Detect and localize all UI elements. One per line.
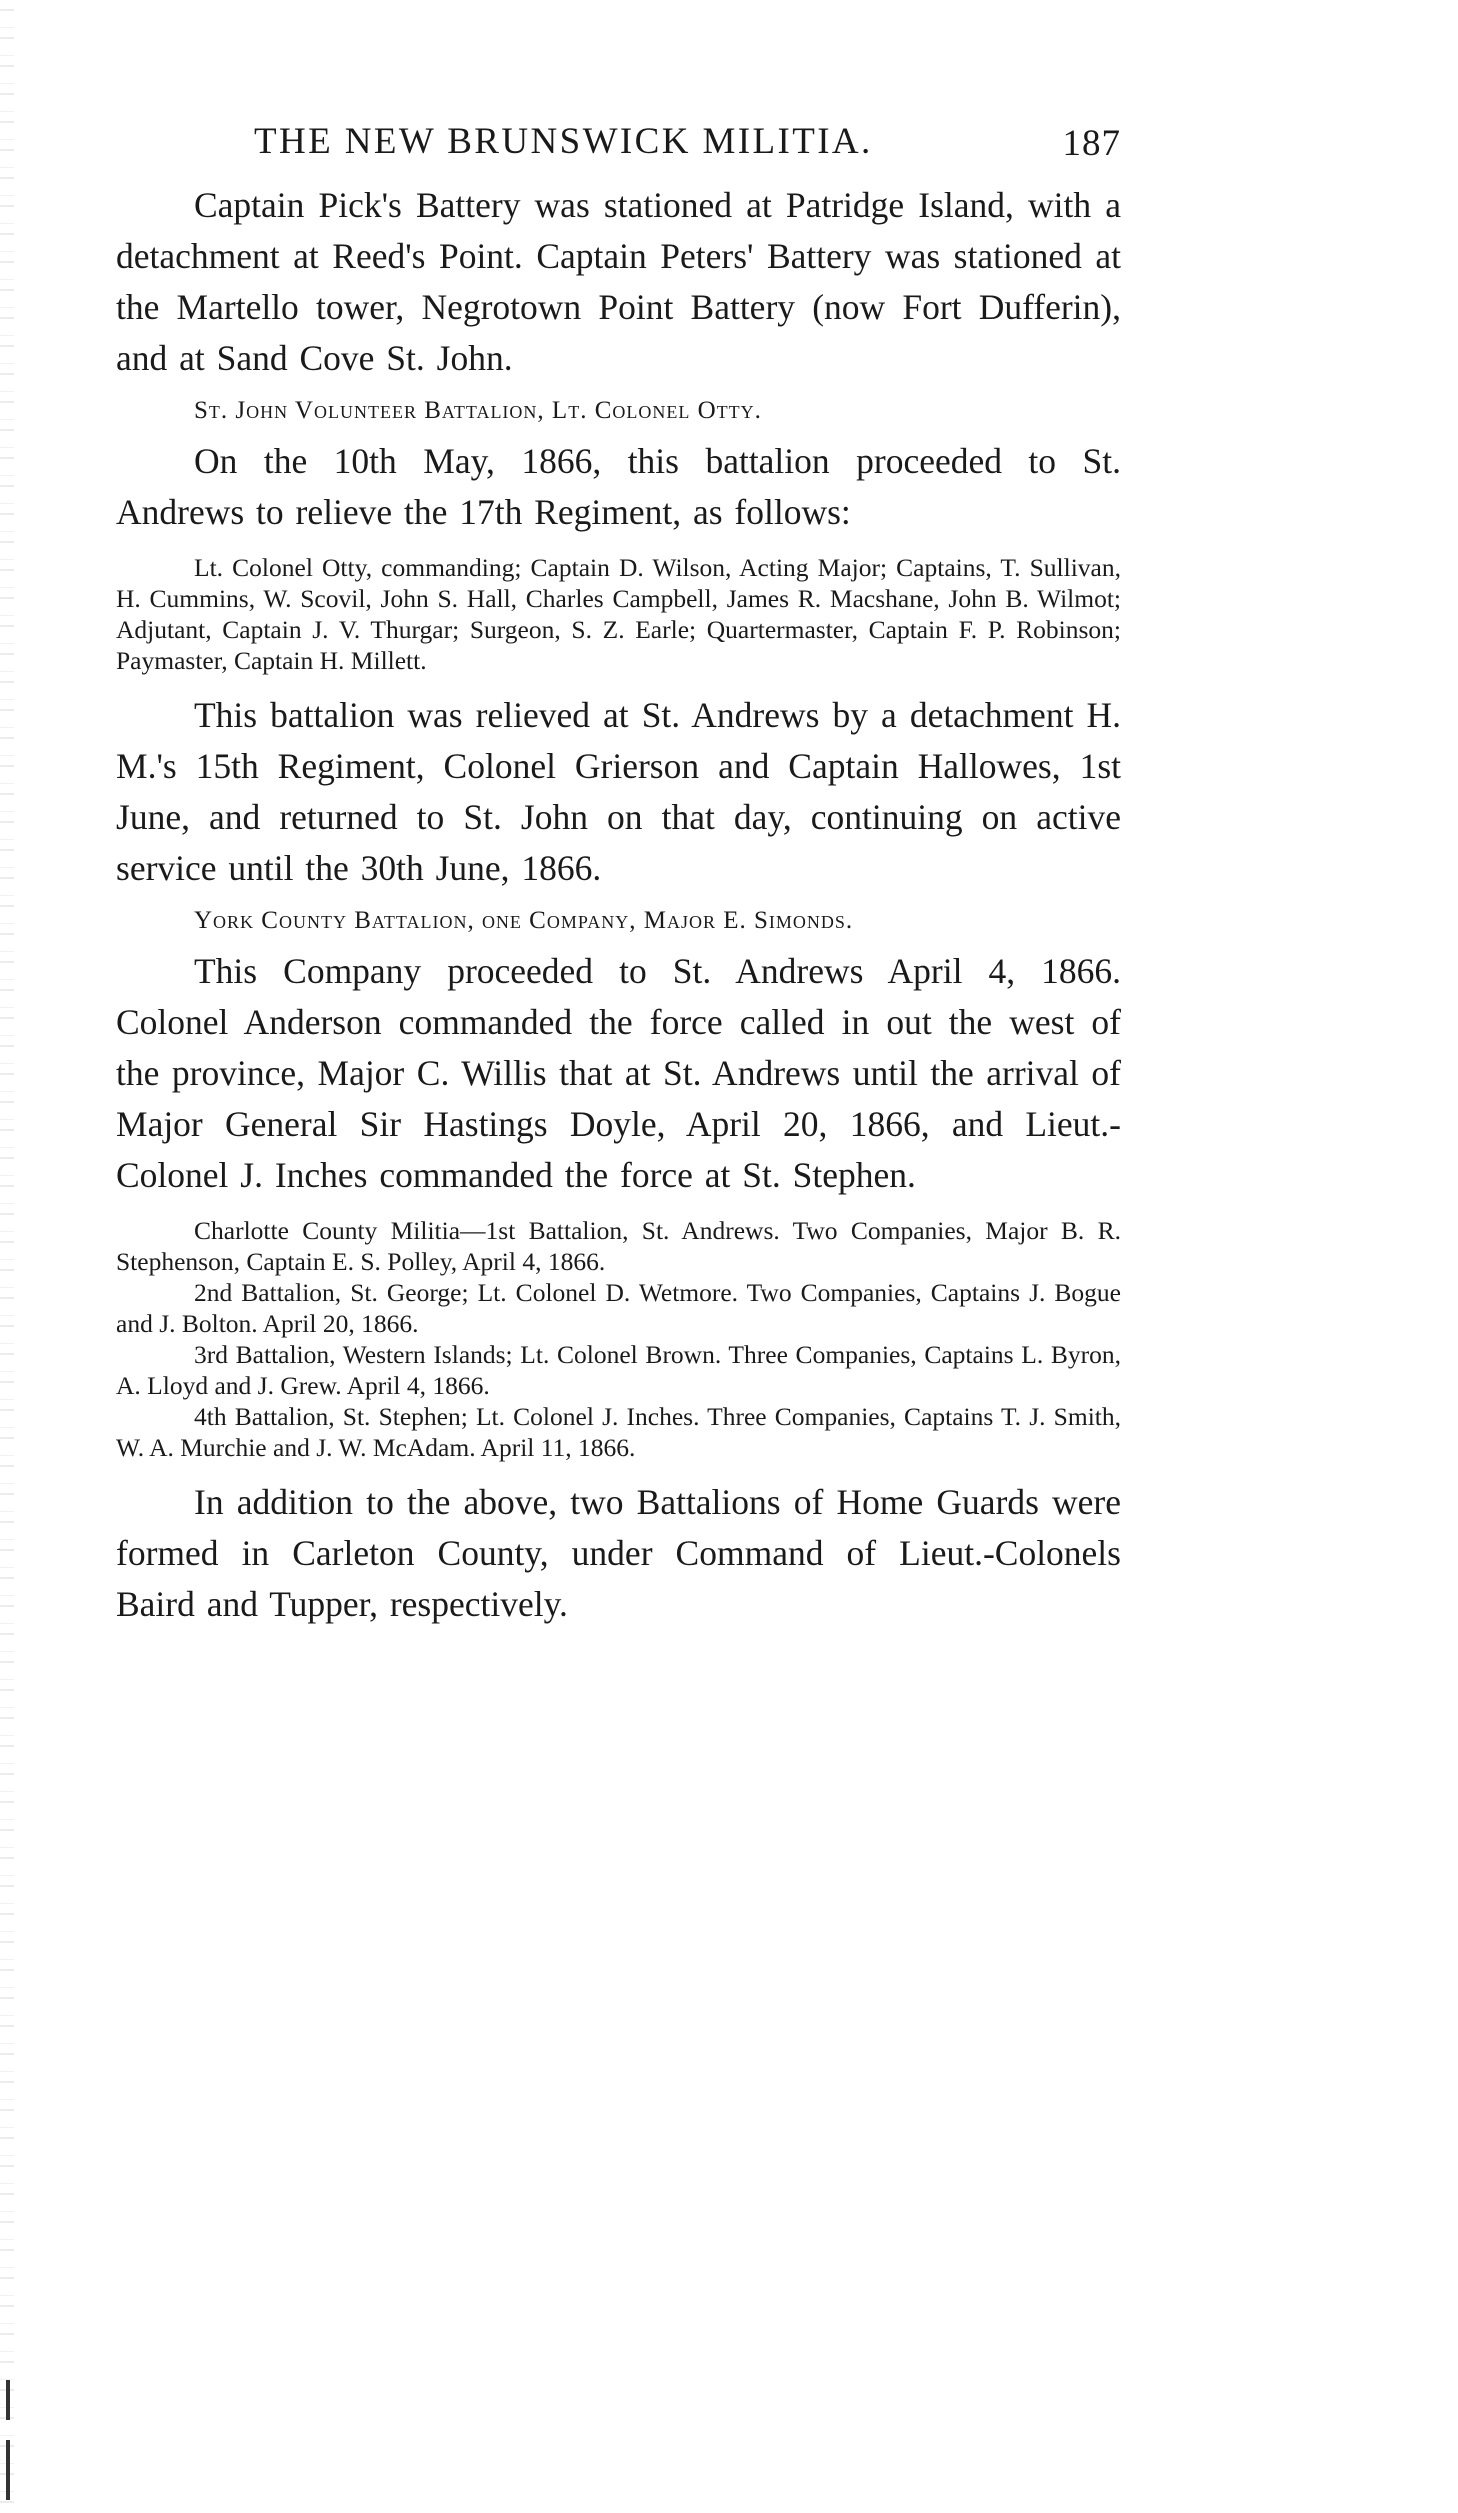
charlotte-3rd-battalion: 3rd Battalion, Western Islands; Lt. Colonel Brown. Three Companies, Captains L. Byron, A. Lloyd and J. Grew. April 4, 1866. — [116, 1340, 1121, 1400]
charlotte-2nd-battalion: 2nd Battalion, St. George; Lt. Colonel D. Wetmore. Two Companies, Captains J. Bogue and J. Bolton. April 20, 1866. — [116, 1278, 1121, 1338]
charlotte-county-list — [116, 1215, 1121, 1463]
officer-roster — [116, 552, 1121, 676]
page-edge — [0, 0, 14, 2513]
book-page — [116, 120, 1121, 1630]
section-heading-york: York County Battalion, one Company, Major E. Simonds. — [194, 907, 854, 934]
paragraph-relieved: This battalion was relieved at St. Andrews by a detachment H. M.'s 15th Regiment, Colonel Grierson and Captain Hallowes, 1st June, and returned to St. John on that day, continuing on active service until the 30th June, 1866. — [116, 695, 1121, 888]
binding-mark — [6, 2380, 10, 2420]
paragraph-batteries: Captain Pick's Battery was stationed at Patridge Island, with a detachment at Reed's Point. Captain Peters' Battery was stationed at the Martello tower, Negrotown Point Battery (now Fort Dufferin), and at Sand Cove St. John. — [116, 185, 1121, 378]
running-header — [116, 120, 1121, 180]
paragraph-home-guards: In addition to the above, two Battalions of Home Guards were formed in Carleton County, under Command of Lieut.-Colonels Baird and Tupper, respectively. — [116, 1482, 1121, 1624]
paragraph-battalion-march: On the 10th May, 1866, this battalion proceeded to St. Andrews to relieve the 17th Regiment, as follows: — [116, 441, 1121, 532]
page-number: 187 — [1062, 123, 1121, 164]
charlotte-4th-battalion: 4th Battalion, St. Stephen; Lt. Colonel J. Inches. Three Companies, Captains T. J. Smith, W. A. Murchie and J. W. McAdam. April 11, 1866. — [116, 1402, 1121, 1462]
binding-mark — [6, 2440, 10, 2500]
running-title: THE NEW BRUNSWICK MILITIA. — [254, 121, 873, 162]
section-heading-st-john: St. John Volunteer Battalion, Lt. Colonel Otty. — [194, 397, 762, 424]
paragraph-york-company: This Company proceeded to St. Andrews April 4, 1866. Colonel Anderson commanded the force called in out the west of the province, Major C. Willis that at St. Andrews until the arrival of Major General Sir Hastings Doyle, April 20, 1866, and Lieut.-Colonel J. Inches commanded the force at St. Stephen. — [116, 951, 1121, 1195]
roster-text: Lt. Colonel Otty, commanding; Captain D. Wilson, Acting Major; Captains, T. Sullivan, H. Cummins, W. Scovil, John S. Hall, Charles Campbell, James R. Macshane, John B. Wilmot; Adjutant, Captain J. V. Thurgar; Surgeon, S. Z. Earle; Quartermaster, Captain F. P. Robinson; Paymaster, Captain H. Millett. — [116, 553, 1121, 675]
charlotte-1st-battalion: Charlotte County Militia—1st Battalion, St. Andrews. Two Companies, Major B. R. Stephenson, Captain E. S. Polley, April 4, 1866. — [116, 1216, 1121, 1276]
